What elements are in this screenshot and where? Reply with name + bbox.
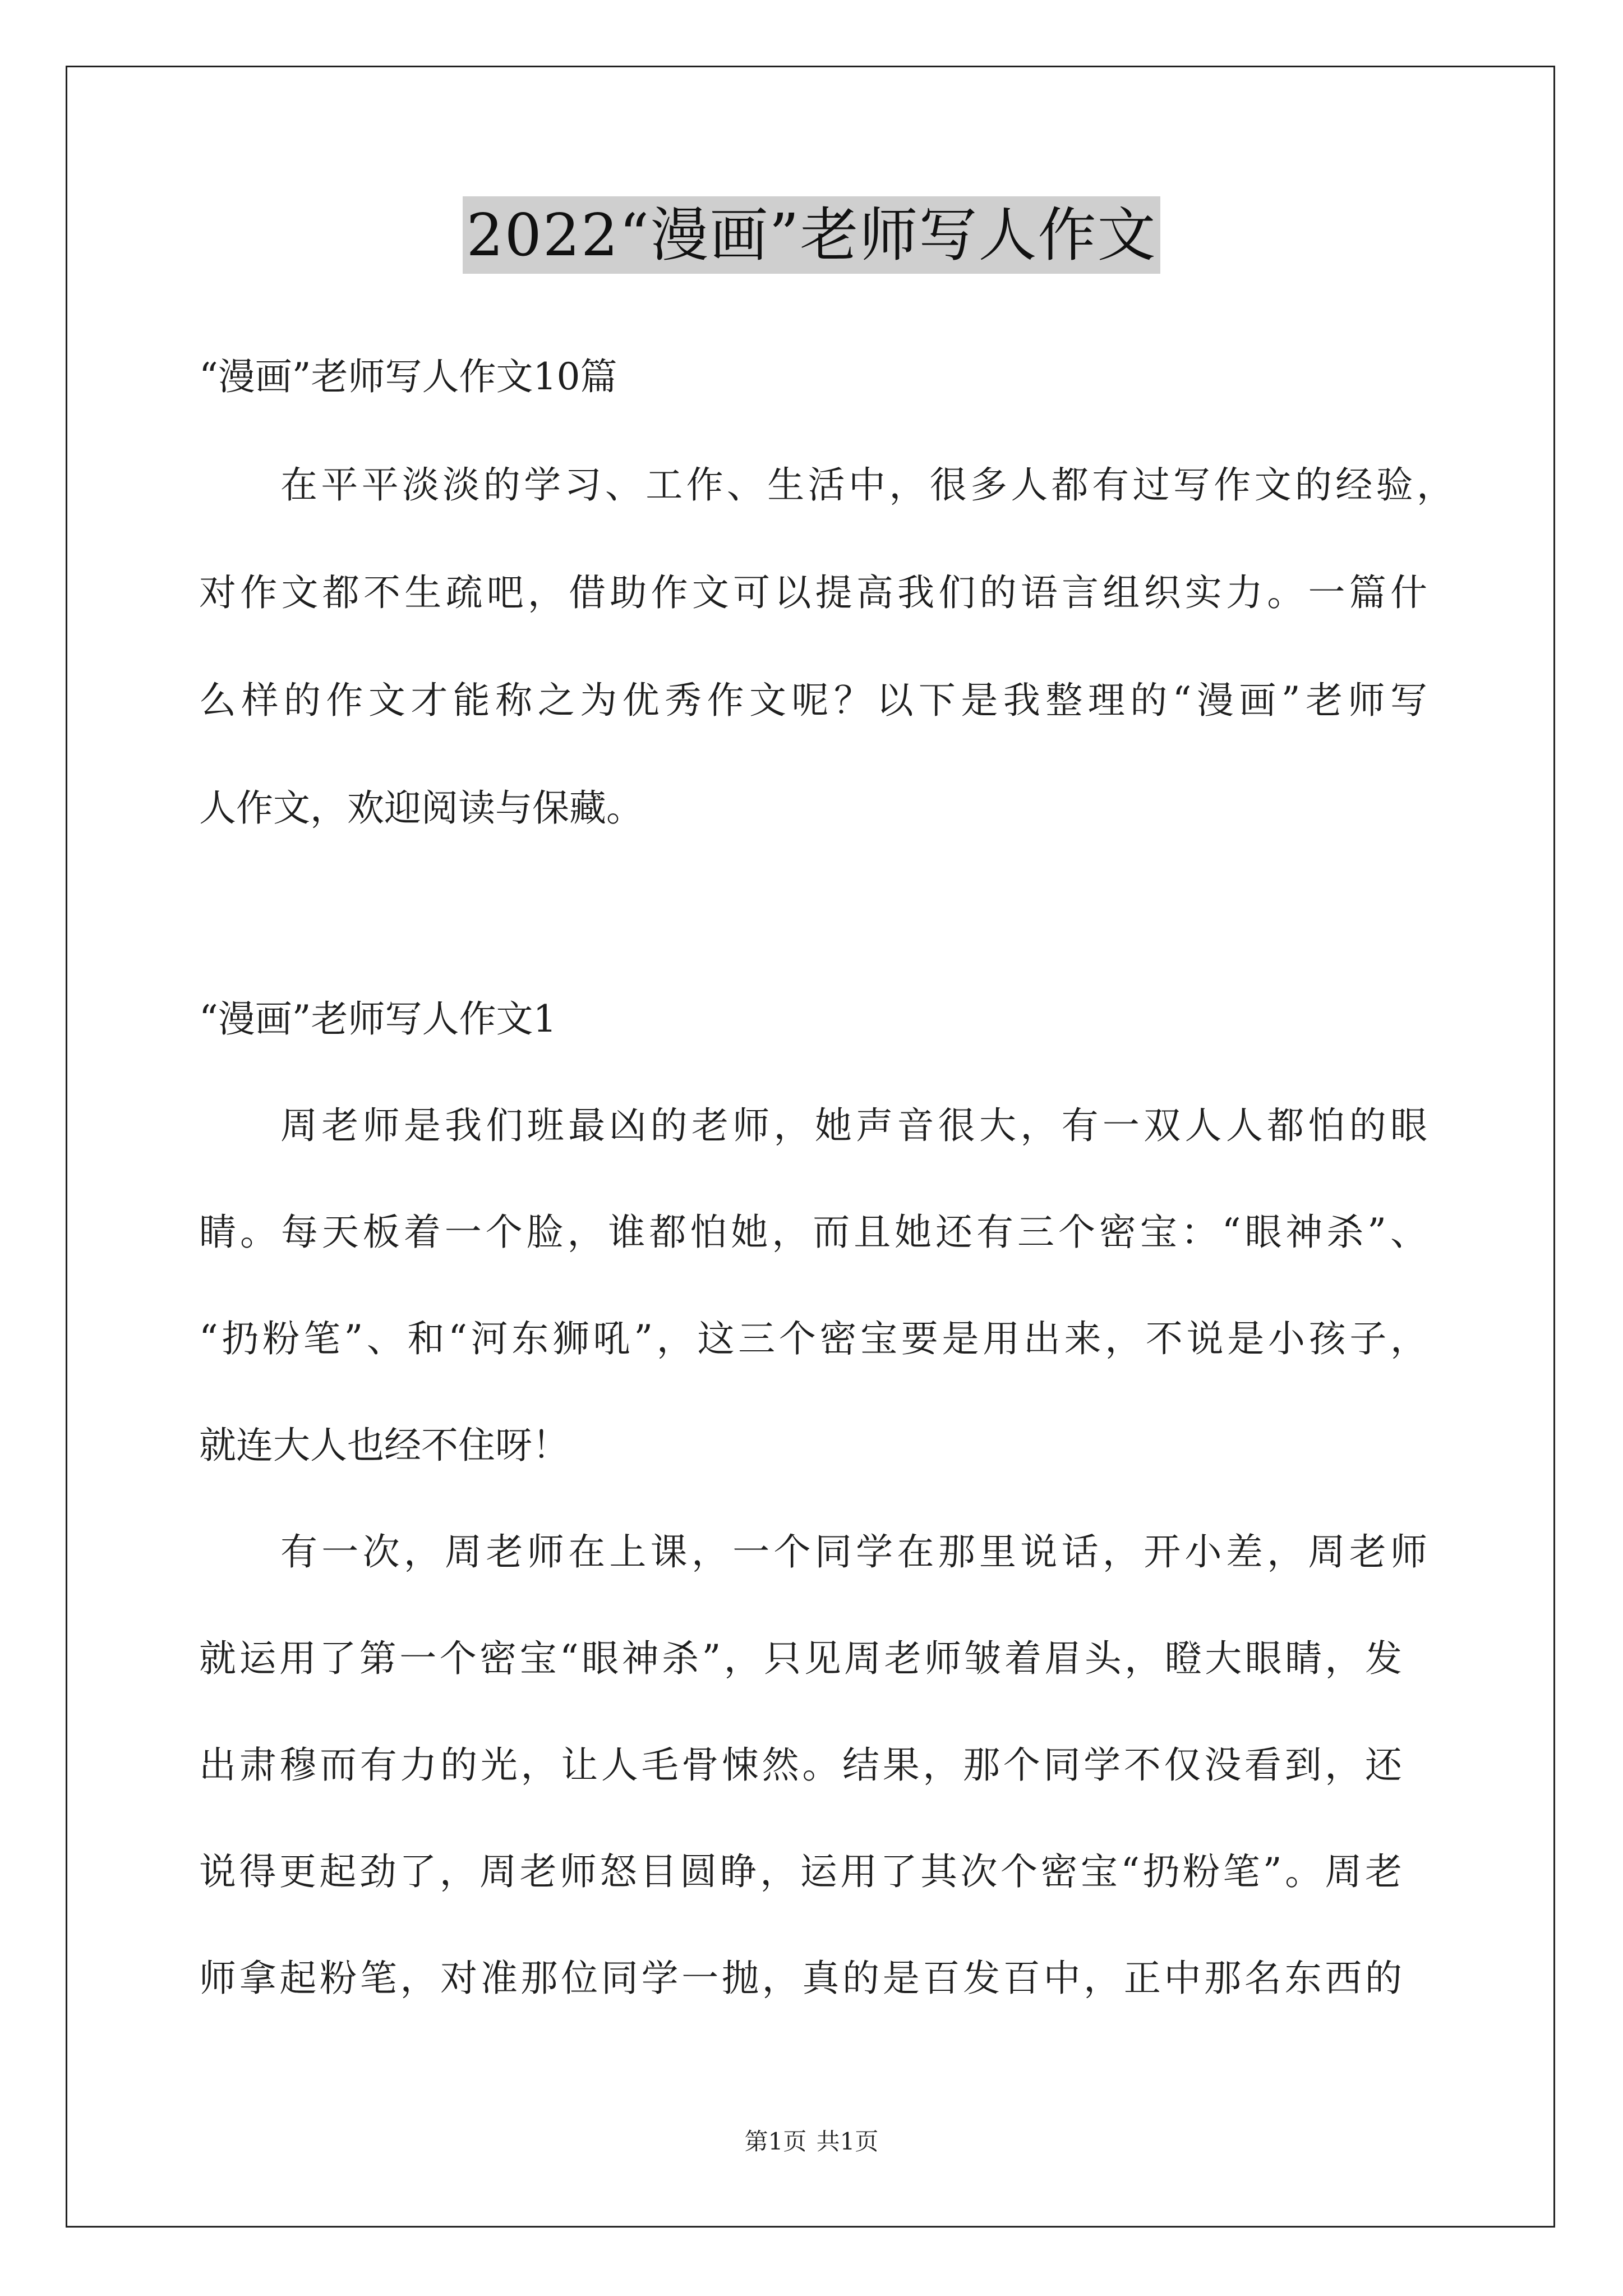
para1-line-2: 睛。每天板着一个脸，谁都怕她，而且她还有三个密宝：“眼神杀”、 (199, 1211, 1427, 1254)
document-subtitle: “漫画”老师写人作文10篇 (199, 355, 617, 398)
intro-line-4: 人作文，欢迎阅读与保藏。 (199, 786, 643, 830)
para1-line-1: 周老师是我们班最凶的老师，她声音很大，有一双人人都怕的眼 (280, 1104, 1427, 1147)
para2-line-2: 就运用了第一个密宝“眼神杀”，只见周老师皱着眉头，瞪大眼睛，发 (199, 1637, 1402, 1680)
page-footer: 第1页 共1页 (744, 2128, 879, 2155)
para1-line-3: “扔粉笔”、和“河东狮吼”，这三个密宝要是用出来，不说是小孩子， (199, 1317, 1427, 1360)
para2-line-5: 师拿起粉笔，对准那位同学一抛，真的是百发百中，正中那名东西的 (199, 1957, 1402, 2000)
para1-line-4: 就连大人也经不住呀！ (199, 1424, 569, 1467)
intro-line-1: 在平平淡淡的学习、工作、生活中，很多人都有过写作文的经验， (280, 463, 1454, 507)
para2-line-3: 出肃穆而有力的光，让人毛骨悚然。结果，那个同学不仅没看到，还 (199, 1743, 1402, 1787)
document-title: 2022“漫画”老师写人作文 (463, 196, 1160, 274)
title-wrap (0, 196, 1623, 274)
para2-line-1: 有一次，周老师在上课，一个同学在那里说话，开小差，周老师 (280, 1530, 1427, 1573)
para2-line-4: 说得更起劲了，周老师怒目圆睁，运用了其次个密宝“扔粉笔”。周老 (199, 1850, 1402, 1893)
intro-line-2: 对作文都不生疏吧，借助作文可以提高我们的语言组织实力。一篇什 (199, 571, 1427, 614)
section-heading: “漫画”老师写人作文1 (199, 997, 557, 1041)
intro-line-3: 么样的作文才能称之为优秀作文呢？以下是我整理的“漫画”老师写 (199, 679, 1427, 722)
